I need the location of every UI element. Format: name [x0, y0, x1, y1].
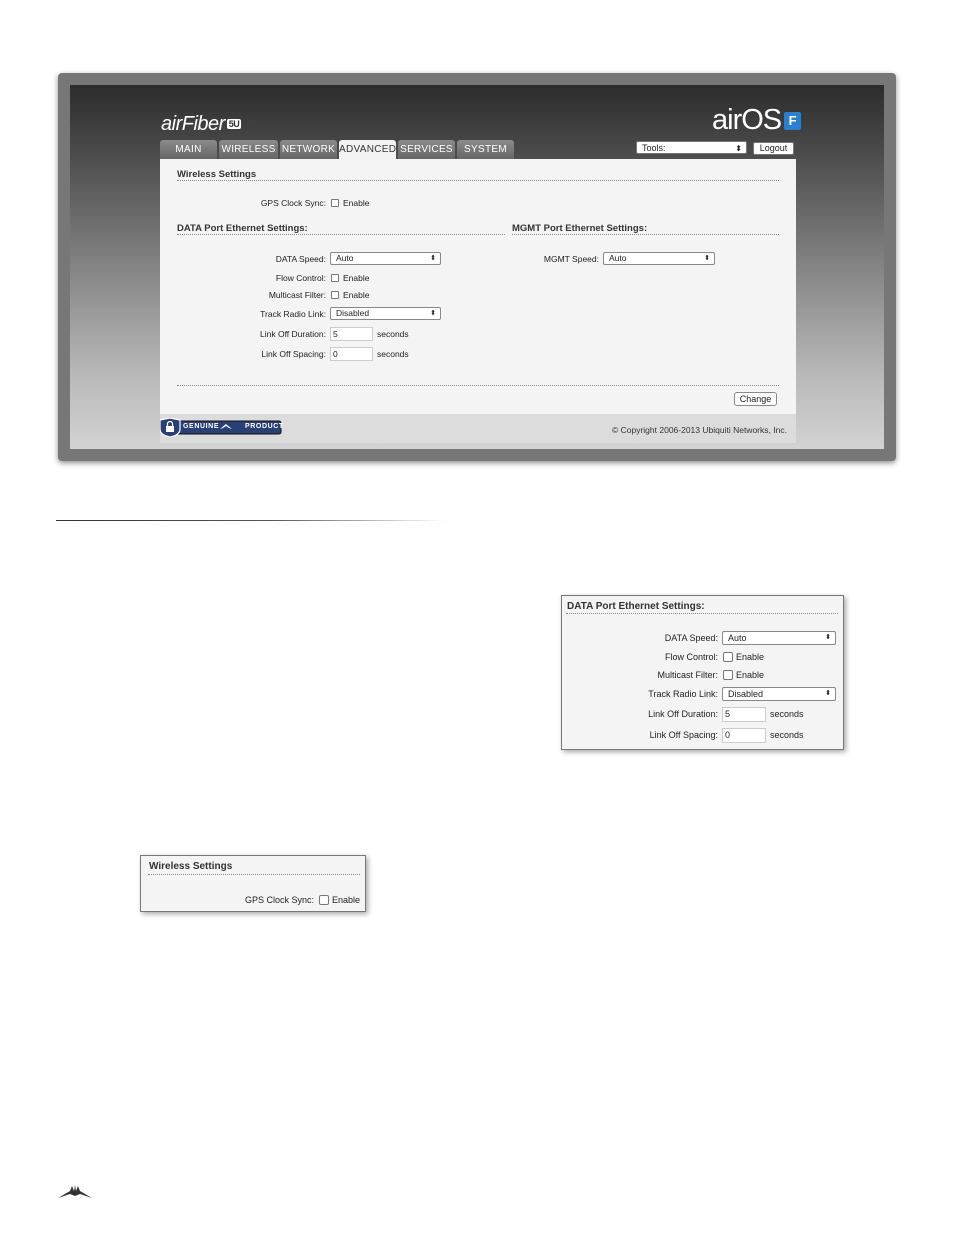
zoom-data-speed-select[interactable]: Auto ⬍ — [722, 631, 836, 645]
select-arrow-icon: ⬍ — [430, 310, 436, 317]
track-radio-link-select[interactable]: Disabled ⬍ — [330, 307, 441, 320]
zoom-gps-label: GPS Clock Sync: — [244, 895, 314, 905]
zoom-multicast-label: Multicast Filter: — [657, 670, 718, 680]
tab-system[interactable]: SYSTEM — [457, 140, 514, 159]
data-port-title: DATA Port Ethernet Settings: — [177, 223, 308, 234]
select-arrow-icon: ⬍ — [704, 255, 710, 262]
product-text: PRODUCT — [245, 423, 284, 430]
zoom-off-spacing-input[interactable]: 0 — [722, 728, 766, 743]
mgmt-port-title: MGMT Port Ethernet Settings: — [512, 223, 648, 234]
select-arrow-icon: ⬍ — [735, 144, 742, 153]
tab-main[interactable]: MAIN — [160, 140, 217, 159]
select-arrow-icon: ⬍ — [825, 690, 831, 697]
zoom-data-speed-label: DATA Speed: — [664, 633, 718, 643]
zoom-gps-checkbox[interactable] — [319, 895, 329, 905]
gps-clock-sync-checkbox[interactable] — [331, 199, 339, 207]
zoom-duration-seconds-label: seconds — [770, 709, 804, 719]
section-rule — [177, 234, 505, 235]
zoom-off-duration-label: Link Off Duration: — [648, 709, 718, 719]
data-speed-label: DATA Speed: — [275, 254, 326, 264]
zoom-gps-enable-label: Enable — [332, 895, 361, 905]
link-off-spacing-input[interactable]: 0 — [330, 347, 373, 361]
zoom-multicast-enable-label: Enable — [736, 670, 765, 680]
wireless-settings-title: Wireless Settings — [177, 169, 257, 180]
mgmt-speed-select[interactable]: Auto ⬍ — [603, 252, 715, 265]
select-arrow-icon: ⬍ — [825, 634, 831, 641]
airos-logo: airOS F — [712, 104, 801, 137]
tab-services[interactable]: SERVICES — [398, 140, 455, 159]
section-rule — [512, 234, 779, 235]
section-rule — [177, 385, 779, 386]
section-rule — [148, 874, 360, 875]
zoom-multicast-checkbox[interactable] — [723, 670, 733, 680]
zoom-flow-control-checkbox[interactable] — [723, 652, 733, 662]
main-tabs — [160, 140, 514, 159]
link-off-duration-input[interactable]: 5 — [330, 327, 373, 341]
zoom-off-duration-input[interactable]: 5 — [722, 707, 766, 722]
zoom-flow-control-label: Flow Control: — [664, 652, 718, 662]
tab-wireless[interactable]: WIRELESS — [219, 140, 278, 159]
multicast-enable-label: Enable — [343, 290, 370, 300]
section-rule — [566, 613, 838, 614]
zoom-data-port-title: DATA Port Ethernet Settings: — [567, 601, 705, 612]
flow-control-enable-label: Enable — [343, 273, 370, 283]
zoom-track-select[interactable]: Disabled ⬍ — [722, 687, 836, 701]
tools-select[interactable]: Tools: ⬍ — [636, 141, 747, 154]
mgmt-speed-label: MGMT Speed: — [543, 254, 599, 264]
flow-control-label: Flow Control: — [275, 273, 326, 283]
multicast-filter-checkbox[interactable] — [331, 291, 339, 299]
track-radio-link-label: Track Radio Link: — [260, 309, 326, 319]
tab-advanced[interactable]: ADVANCED — [339, 140, 396, 159]
copyright-text: © Copyright 2006-2013 Ubiquiti Networks, Inc. — [612, 425, 787, 435]
logout-button[interactable]: Logout — [753, 142, 794, 155]
multicast-filter-label: Multicast Filter: — [268, 290, 326, 300]
spacing-seconds-label: seconds — [377, 349, 409, 359]
zoom-flow-enable-label: Enable — [736, 652, 765, 662]
zoom-spacing-seconds-label: seconds — [770, 730, 804, 740]
data-speed-select[interactable]: Auto ⬍ — [330, 252, 441, 265]
gps-enable-label: Enable — [343, 198, 370, 208]
zoom-wireless-title: Wireless Settings — [149, 861, 233, 872]
tab-network[interactable]: NETWORK — [280, 140, 337, 159]
ubiquiti-logo-icon — [56, 1184, 94, 1200]
genuine-product-badge — [160, 418, 282, 437]
duration-seconds-label: seconds — [377, 329, 409, 339]
change-button[interactable]: Change — [734, 392, 777, 406]
flow-control-checkbox[interactable] — [331, 274, 339, 282]
gps-clock-sync-label: GPS Clock Sync: — [260, 198, 326, 208]
section-rule — [177, 180, 779, 181]
link-off-duration-label: Link Off Duration: — [260, 329, 326, 339]
zoom-off-spacing-label: Link Off Spacing: — [649, 730, 718, 740]
airos-f-badge: F — [784, 112, 801, 130]
airfiber-logo: airFiber 5U — [161, 113, 240, 135]
zoom-track-label: Track Radio Link: — [648, 689, 718, 699]
airfiber-badge: 5U — [228, 119, 240, 129]
section-divider — [56, 520, 446, 521]
link-off-spacing-label: Link Off Spacing: — [261, 349, 326, 359]
select-arrow-icon: ⬍ — [430, 255, 436, 262]
genuine-text: GENUINE — [183, 423, 220, 430]
